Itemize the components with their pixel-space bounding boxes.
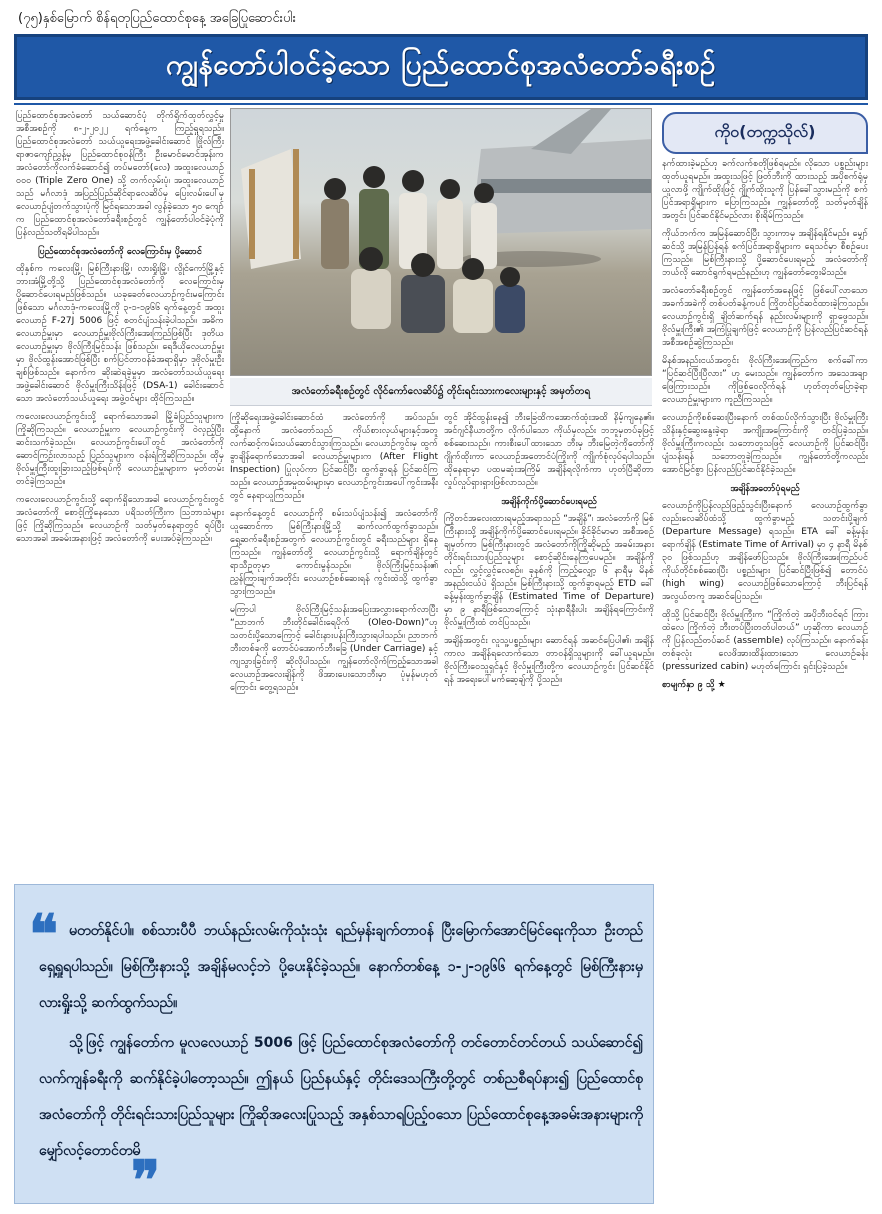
pull-quote — [14, 884, 654, 1212]
column-center-right — [444, 412, 654, 878]
paragraph: ပြည်ထောင်စုအလံတော် သယ်ဆောင်ပုံ တိုက်ရိုက်ထုတ်လွှင့်မှုအစီအစဉ်ကို ၈-၂-၂၀၂၂ ရက်နေ့က ကြည့်ရှုရသည်။ ပြည်ထောင်စုအလံတော် သယ်ယူရေးအဖွဲ့ခေါင်းဆောင် ဗြိုလ်ကြီးရာဇာကျော်ညွှန့်မှ ပြည်ထောင်စုဝန်ကြီး ဦးမောင်မောင်အုန်းက အလံတော်ကိုလက်ခံဆောင်၍ တပ်မတော်(လေ) အထူးလေယာဉ် ၀၀၀ (Triple Zero One) သို့ တက်လှမ်းပုံ၊ အထူးလေယာဉ်သည် မင်္ဂလာဒုံ အပြည်ပြည်ဆိုင်ရာလေဆိပ်မှ ပြေးလမ်းပေါ်မှ လေယာဉ်ပျံတက်သွားပုံကို မြင်ရသောအခါ လွန်ခဲ့သော ၅၀ ကျော်က ပြည်ထောင်စုအလံတော်ခရီးစဉ်တွင် ကျွန်တော်ပါဝင်ခဲ့ပုံကို ပြန်လည်သတိရမိပါသည်။ — [16, 111, 224, 238]
paragraph: ကလေးလေယာဉ်ကွင်းသို့ ရောက်ရှိသောအခါ လေယာဉ်ကွင်းတွင် အလံတော်ကို စောင့်ကြိုနေသော ပရိသတ်ကြီးက ဩဘာသံများဖြင့် ကြိုဆိုကြသည်။ လေယာဉ်ကို သတ်မှတ်နေရာတွင် ရပ်ပြီးသောအခါ အခမ်းအနားဖြင့် အလံတော်ကို ပေးအပ်ခဲ့ကြသည်။ — [16, 495, 224, 544]
section-heading: အချိန်အတော်ပုံရမည် — [730, 484, 800, 494]
open-quote-icon: ❝ — [29, 902, 59, 966]
photo-illustration — [231, 109, 652, 376]
close-quote-icon: ❞ — [131, 1148, 161, 1212]
paragraph: တွင် အိုင်ထွန်းနေ၍ ဘီးခြေထိကအောက်ထုံးအထိ နိမ့်ကျနေ၏။ အင်ဂျင်နီယာတို့က လိုက်ပါသော ကိုယ်မှလည်း ဘဘူမှတပ်ခုဖြင့် စစ်ဆေးသည်။ ကားစီးပေါ်ထားသော ဘီးမှ ဘီးမြေတဲ့ကိုတော်ကို ဂျိုက်ထိုးကာ လေယာဉ်အတောင်ပံကြိုးကို ကျိုက်စုံလုပ်ရပါသည်။ ထိုနေရာမှာ ပထမဆုံးအကြိမ် အချိန်ရလိုက်ကာ ဟုတ်ပြီဆိုတာ လှုပ်လှုပ်ရှားရှားဖြစ်လာသည်။ — [444, 413, 654, 488]
paragraph: အချိန်အတွင်း လူသူ့ပစ္စည်းများ ဆောင်ရန် အဆင်ပြေပါ၏၊ အချိန်ကာလ အချိန်ရလောက်သော တာဝန်ရှိသူများကို ခေါ်ယူရမည်။ ဗိုလ်ကြီးဝေသူရှင်နှင့် ဗိုလ်မှူးကြီးတို့က လေယာဉ်ကွင်း ပြင်ဆင်နိုင်ရန် အရေးပေါ်မက်ဆေ့ချ်ကို ပို့သည်။ — [444, 636, 654, 685]
title-divider — [14, 103, 868, 105]
pull-quote-paragraph: မတတ်နိုင်ပါ။ စစ်သားပီပီ ဘယ်နည်းလမ်းကိုသုံးသုံး ရည်မှန်းချက်တာဝန် ပြီးမြောက်အောင်မြင်ရေးကိုသာ ဦးတည်ရှေ့ရှုရပါသည်။ မြစ်ကြီးနားသို့ အချိန်မလင့်ဘဲ ပို့ပေးနိုင်ခဲ့သည်။ နောက်တစ်နေ့ ၁-၂-၁၉၆၆ ရက်နေ့တွင် မြစ်ကြီးနားမှလားရှိုးသို့ ဆက်ထွက်သည်။ — [39, 923, 643, 1011]
paragraph: ကလေးလေယာဉ်ကွင်းသို့ ရောက်သောအခါ မြို့ခံပြည်သူများက ကြိုဆိုကြသည်။ လေယာဉ်မှူးက လေယာဉ်ကွင်းကို ဝဲလှည့်ပြီး ဆင်းသက်ခဲ့သည်။ လေယာဉ်ကွင်းပေါ်တွင် အလံတော်ကို ဆောင်ကြဉ်းလာသည့် ပြည်သူများက ဝန်းရံကြိုဆိုကြသည်။ ထိုမှ ဗိုလ်မှူးကြီးထူးခြားသည့်ဖြစ်ရပ်ကို လေယာဉ်မှူးများက မှတ်တမ်းတင်ခဲ့ကြသည်။ — [16, 412, 224, 487]
photo-caption: အလံတော်ခရီးစဉ်တွင် လိုင်ကော်လေဆိပ်၌ တိုင်းရင်းသားကလေးများနှင့် အမှတ်တရ — [230, 378, 652, 406]
section-heading: အချိန်ကိုက်ပို့ဆောင်ပေးရမည် — [501, 497, 597, 507]
column-left — [16, 110, 224, 878]
paragraph: ထိုသို့ ပြင်ဆင်ပြီး ဗိုလ်မှူးကြီးက “ကြိုက်တဲ့ အပိုဘီးဝင်ရင် ကြားထဲလေ ကြိုက်တဲ့ ဘီးတပ်ပြီးတတ်ပါတယ်” ဟုဆိုကာ လေယာဉ်ကို ပြန်လည်တပ်ဆင် (assemble) လုပ်ကြသည်။ နောက်ခန်းတစ်ခုလုံး လေဖိအားထိန်းထားသော လေယာဉ်ခန်း (pressurized cabin) မဟုတ်ကြောင်း ရှင်းပြခဲ့သည်။ — [662, 610, 868, 672]
paragraph: ကိုယ်ဘက်က အမြန်ဆောင်ပြီး သွားကာမှ အချိန်ရနိုင်မည်။ မျှော်ဆင်သို့ အမြန်ပြန်ရန် စက်ပြင်အရာရှိများက ရေသင်မှာ စီစဉ်ပေးကြသည်။ မြစ်ကြီးနားသို့ ပို့ဆောင်ပေးရမည့် အလံတော်ကို ဘယ်လို ဆောင်ရွက်ရမည်နည်းဟု ကျွန်တော်တွေးမိသည်။ — [662, 229, 868, 278]
series-topline: (၇၅)နှစ်မြောက် စိန်ရတုပြည်ထောင်စုနေ့ အခြေပြုဆောင်းပါး — [18, 11, 296, 26]
continued-note: စာမျက်နှာ ၉ သို့ ★ — [662, 680, 726, 690]
paragraph: မိနစ်အနည်းငယ်အတွင်း ဗိုလ်ကြီးအေးကြည်က စက်ခေါ်ကာ “ပြင်ဆင်ပြီးပြီလား” ဟု မေးသည်။ ကျွန်တော်က အသေအချာ ဖြေကြားသည်။ ကိုဖြစ်ဝေလိုက်ရန် ဟုတ်တုတ်ပြောခဲ့ရာ လေယာဉ်မှူးများက ကူညီကြသည်။ — [662, 356, 868, 405]
paragraph: နက်ထားခဲ့မည်ဟု ခက်လက်စတိုဖြစ်ရမည်။ လိုသော ပစ္စည်းများ ထုတ်ယူရမည်။ အထူးသဖြင့် ဖြတ်ဘီးကို ထားသည့် အပိုစက်ရုံမှ ယူလာဖို့ ကျိုက်ထိုးဖြင့် ဂျိုက်ထိုးသူကို ပြန်ခေါ်သွားမည်ကို စက်ပြင်အရာရှိများက ပြောကြသည်။ ကျွန်တော်တို့ သတ်မှတ်ချိန်အတွင်း ပြင်ဆင်နိုင်မည်လား စိုးရိမ်ကြသည်။ — [662, 159, 868, 221]
title-banner — [14, 34, 868, 100]
section-heading: ပြည်ထောင်စုအလံတော်ကို လေကြောင်းမှ ပို့ဆောင် — [38, 247, 202, 257]
paragraph: အလံတော်ခရီးစဉ်တွင် ကျွန်တော်အနေဖြင့် ဖြစ်ပေါ်လာသော အခက်အခဲကို တစ်ပတ်ခန့်ကပင် ကြိုတင်ပြင်ဆင်ထားခဲ့ကြသည်။ လေယာဉ်ကွင်းရှိ ချိတ်ဆက်ရန် နည်းလမ်းများကို ရှာဖွေသည်။ ဗိုလ်မှူးကြီး၏ အကြံပြုချက်ဖြင့် လေယာဉ်ကို ပြန်လည်ပြင်ဆင်ရန် အစီအစဉ်ဆွဲကြသည်။ — [662, 286, 868, 348]
paragraph: နောက်နေ့တွင် လေယာဉ်ကို စမ်းသပ်ပျံသန်း၍ အလံတော်ကို ယူဆောင်ကာ မြစ်ကြီးနားမြို့သို့ ဆက်လက်ထွက်ခွာသည်။ ရှေ့ဆက်ခရီးစဉ်အတွက် လေယာဉ်ကွင်းတွင် ခရီးသည်များ ရှိနေကြသည်။ ကျွန်တော်တို့ လေယာဉ်ကွင်းသို့ ရောက်ချိန်တွင် ရာသီဥတုမှာ ကောင်းမွန်သည်။ ဗိုလ်ကြီးမြင့်သန်း၏ ညွှန်ကြားချက်အတိုင်း လေယာဉ်စစ်ဆေးရန် ကွင်းထဲသို့ ထွက်ခွာသွားကြသည်။ — [230, 509, 438, 597]
paragraph: ကြိုဆိုရေးအဖွဲ့ခေါင်းဆောင်ထံ အလံတော်ကို အပ်သည်။ ထို့နောက် အလံတော်သည် ကိုယ်စားလှယ်များနှင့်အတူ လက်ဆင့်ကမ်းသယ်ဆောင်သွားကြသည်။ လေယာဉ်ကွင်းမှ ထွက်ခွာချိန်ရောက်သောအခါ လေယာဉ်မှူးများက (After Flight Inspection) ပြုလုပ်ကာ ပြင်ဆင်ပြီး ထွက်ခွာရန် ပြင်ဆင်ကြသည်။ လေယာဉ်အမှုထမ်းများမှာ လေယာဉ်ကွင်းအပေါ်ကွင်းအနီးတွင် နေရာယူကြသည်။ — [230, 413, 438, 501]
paragraph: လေယာဉ်ကိုစစ်ဆေးပြီးနောက် တစ်ထပ်လိုက်သွားပြီး ဗိုလ်မှူးကြီးသိန်းနှင့်ဆွေးနွေးခဲ့ရာ အကျိုးအကြောင်းကို တင်ပြခဲ့သည်။ ဗိုလ်မှူးကြီးကလည်း သဘောတူသဖြင့် လေယာဉ်ကို ပြင်ဆင်ပြီး ပျံသန်းရန် သဘောတူခဲ့ကြသည်။ ကျွန်တော်တို့ကလည်း အောင်မြင်စွာ ပြန်လည်ပြင်ဆင်နိုင်ခဲ့သည်။ — [662, 413, 868, 475]
article-photo — [230, 108, 652, 376]
article-title: ကျွန်တော်ပါဝင်ခဲ့သော ပြည်ထောင်စုအလံတော်ခရီးစဉ် — [165, 48, 716, 81]
paragraph: မကြာပါ ဗိုလ်ကြီးမြင့်သန်းအပြေးအလွှားရောက်လာပြီး “ညာဘက် ဘီးတိုင်ခေါင်းရေပိုက် (Oleo-Down)”ဟု သတင်းပို့သောကြောင့် ခေါင်းနားပန်းကြီးသွားရပါသည်။ ညာဘက်ဘီးတစ်ခုကို တောင်ပံအောက်ဘီးခြေ (Under Carriage) နှင့်ကျသွားခြင်းကို ဆိုလိုပါသည်။ ကျွန်တော်လိုက်ကြည့်သောအခါ လေယာဉ်အလေးချိန်ကို ဖိအားပေးသောဘီးမှာ ပုံမှန်မဟုတ်ကြောင်း တွေ့ရသည်။ — [230, 605, 438, 693]
paragraph: ကြိုတင်အလေးထားရမည့်အရာသည် “အချိန်”၊ အလံတော်ကို မြစ်ကြီးနားသို့ အချိန်ကိုက်ပို့ဆောင်ပေးရမည်။ ခိုင်ခိုင်မာမာ အစီအစဉ်ချမှတ်ကာ မြစ်ကြီးနားတွင် အလံတော်ကိုကြိုဆိုမည့် အခမ်းအနား တိုင်းရင်းသားပြည်သူများ စောင့်ဆိုင်းနေကြပေမည်။ အချိန်ကိုလည်း လွှင့်လွှင့်လေစဉ်။ ခုနစ်ကို ကြည့်လျှော့ ၆ နာရီမှ မိနစ်အနည်းငယ်ပဲ ရှိသည်။ မြစ်ကြီးနားသို့ ထွက်ခွာရမည့် ETD ခေါ်ခန့်မှန်းထွက်ခွာချိန် (Estimated Time of Departure) မှာ ၉ နာရီဖြစ်သောကြောင့် သုံးနာရီနီးပါး အချိန်ရကြောင်းကို ဗိုလ်မှူးကြီးထံ တင်ပြသည်။ — [444, 514, 654, 628]
pull-quote-paragraph: သို့ဖြင့် ကျွန်တော်က မူလလေယာဉ် 5006 ဖြင့် ပြည်ထောင်စုအလံတော်ကို တင်တောင်တင်တယ် သယ်ဆောင်၍ လက်ကျန်ခရီးကို ဆက်နိုင်ခဲ့ပါတော့သည်။ ဤနယ် ပြည်နယ်နှင့် တိုင်းဒေသကြီးတို့တွင် တစ်ညစီရပ်နား၍ ပြည်ထောင်စုအလံတော်ကို တိုင်းရင်းသားပြည်သူများ ကြိုဆိုအလေးပြုသည့် အနှစ်သာရပြည့်ဝသော ပြည်ထောင်စုနေ့အခမ်းအနားများကို မျှော်လင့်တောင်တမိ — [39, 1035, 643, 1159]
paragraph: ထိုနှစ်က ကလေးမြို့၊ မြစ်ကြီးနားမြို့၊ လားရှိုးမြို့၊ လွိုင်ကော်မြို့နှင့် ဘားအံမြို့တို့သို့ ပြည်ထောင်စုအလံတော်ကို လေကြောင်းမှ ပို့ဆောင်ပေးရမည်ဖြစ်သည်။ ယခုခေတ်လေယာဉ်ကွင်းမကြောင်းဖြစ်သော မင်္ဂလာဒုံ-ကလေးမြို့ကို ၃-၁-၁၉၆၆ ရက်နေ့တွင် အထူးလေယာဉ် F-27J 5006 ဖြင့် စတင်ပျံသန်းခဲ့ပါသည်။ အဓိကလေယာဉ်မှူးမှာ လေယာဉ်မှူးဗိုလ်ကြီးအေးကြည်ဖြစ်ပြီး ဒုတိယလေယာဉ်မှူးမှာ ဗိုလ်ကြီးမြင့်သန်း ဖြစ်သည်။ ရေဒီယိုလေယာဉ်မှူးမှာ ဗိုလ်ထွန်းအောင်ဖြစ်ပြီး စက်ပြင်တာဝန်ခံအရာရှိမှာ ဒုဗိုလ်မှူးဦးချစ်ဖြစ်သည်။ နောက်က ဆိုးဆဲရခဲ့မှုမှာ အလံတော်သယ်ယူရေးအဖွဲ့ခေါင်းဆောင် ဗိုလ်မှူးကြီးသိန်းဖြင့် (DSA-1) ခေါင်းဆောင်သော အလံတော်သယ်ယူရေး အဖွဲ့ဝင်များ ထိုင်ကြသည်။ — [16, 264, 224, 404]
column-right — [662, 158, 868, 1202]
author-name: ကိုဝ(တက္ကသိုလ်) — [714, 122, 816, 141]
author-byline — [662, 112, 868, 154]
column-center-left — [230, 412, 438, 878]
pull-quote-text — [39, 913, 643, 1197]
paragraph: လေယာဉ်ကိုပြန်လည်ဖြည့်သွင်းပြီးနောက် လေယာဉ်ထွက်ခွာလည်းလေဆိပ်ထံသို့ ထွက်ခွာမည့် သတင်းပို့ချက် (Departure Message) ရသည်။ ETA ခေါ် ခန့်မှန်းရောက်ချိန် (Estimate Time of Arrival) မှာ ၄ နာရီ မိနစ် ၃၀ ဖြစ်သည်ဟု အချိန်ဖော်ပြသည်။ ဗိုလ်ကြီးအေးကြည်ပင် ကိုယ်တိုင်စစ်ဆေးပြီး ပစ္စည်းများ ပြင်ဆင်ပြီးဖြစ်၍ တောင်ပံ (high wing) လေယာဉ်ဖြစ်သောကြောင့် ဘီးပြင်ရန် အလွယ်တကူ အဆင်ပြေသည်။ — [662, 501, 868, 602]
